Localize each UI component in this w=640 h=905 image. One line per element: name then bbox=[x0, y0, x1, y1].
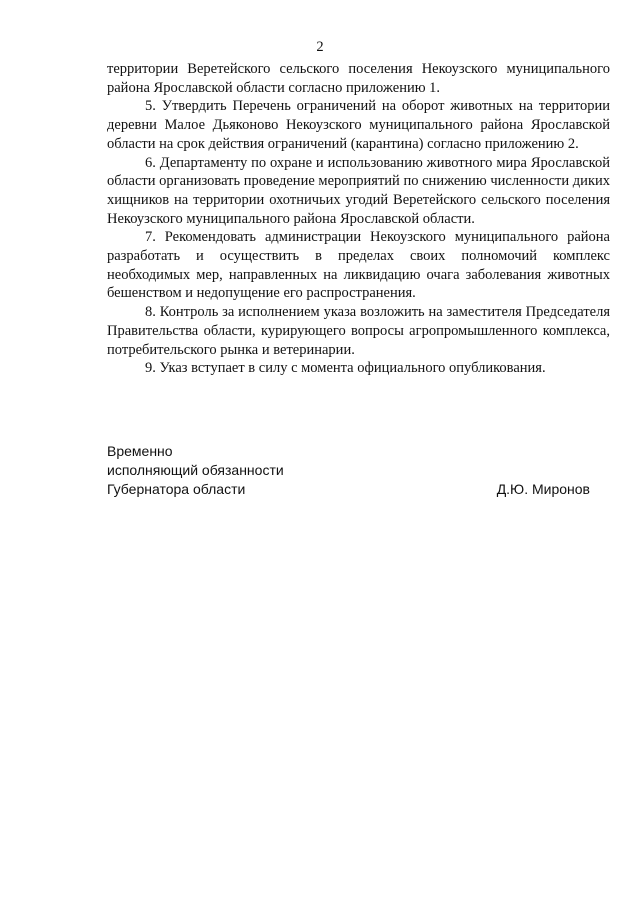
paragraph-item-7: 7. Рекомендовать администрации Некоузского муниципального района разработать и осуществить в пределах своих полномочий комплекс необходимых мер, направленных на ликвидацию очага заболевания животных бешенством и недопущение его распространения. bbox=[107, 229, 610, 302]
paragraph-item-6: 6. Департаменту по охране и использованию животного мира Ярославской области организовать проведение мероприятий по снижению численности диких хищников на территории охотничьих угодий Веретейского сельского поселения Некоузского муниципального района Ярославской области. bbox=[107, 154, 610, 227]
document-body bbox=[107, 60, 610, 378]
paragraph-item-9: 9. Указ вступает в силу с момента официального опубликования. bbox=[145, 360, 546, 377]
paragraph-continuation: территории Веретейского сельского поселения Некоузского муниципального района Ярославской области согласно приложению 1. bbox=[107, 61, 610, 96]
paragraph-item-8: 8. Контроль за исполнением указа возложить на заместителя Председателя Правительства области, курирующего вопросы агропромышленного комплекса, потребительского рынка и ветеринарии. bbox=[107, 304, 610, 358]
signature-line-1: Временно bbox=[107, 443, 173, 459]
signature-last-row bbox=[107, 480, 590, 499]
signature-block bbox=[107, 442, 590, 499]
page-number: 2 bbox=[316, 39, 324, 55]
paragraph-item-5: 5. Утвердить Перечень ограничений на оборот животных на территории деревни Малое Дьяконово Некоузского муниципального района Ярославской области на срок действия ограничений (карантина) согласно приложению 2. bbox=[107, 98, 610, 152]
signature-line-2: исполняющий обязанности bbox=[107, 462, 284, 478]
signatory-name: Д.Ю. Миронов bbox=[496, 481, 590, 497]
signature-position: Губернатора области bbox=[107, 481, 246, 497]
